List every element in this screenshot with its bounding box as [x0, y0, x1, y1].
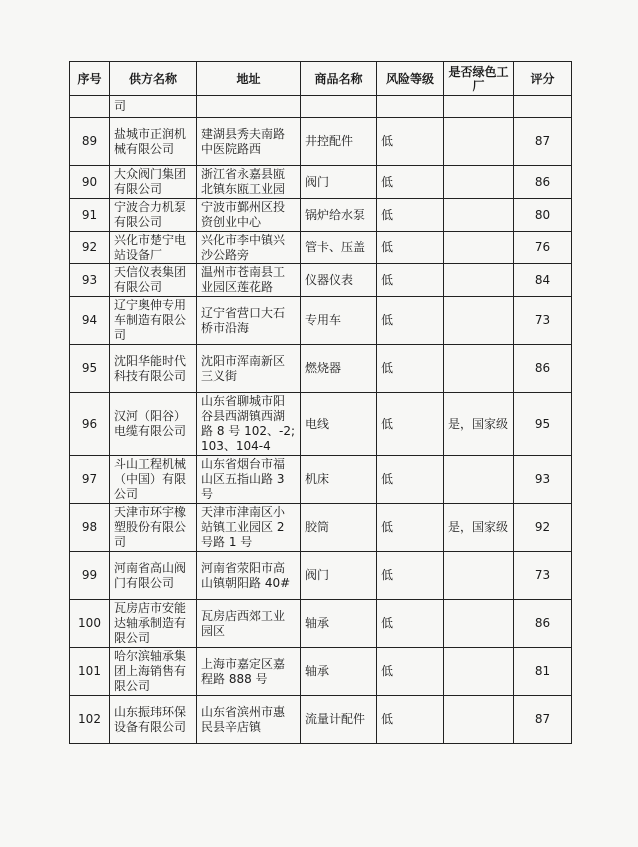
header-risk: 风险等级	[377, 62, 444, 96]
cell-risk: 低	[377, 166, 444, 199]
cell-product: 阀门	[301, 552, 377, 600]
cell-product: 阀门	[301, 166, 377, 199]
cell-name: 哈尔滨轴承集团上海销售有限公司	[110, 648, 197, 696]
table-row	[70, 345, 572, 393]
cell-product: 专用车	[301, 297, 377, 345]
cell-score: 92	[514, 504, 572, 552]
table-row	[70, 456, 572, 504]
cell-green: 是，国家级	[444, 504, 514, 552]
cell-score: 95	[514, 393, 572, 456]
cell-product: 电线	[301, 393, 377, 456]
table-row	[70, 199, 572, 232]
cell-address: 山东省聊城市阳谷县西湖镇西湖路 8 号 102、-2;103、104-4	[197, 393, 301, 456]
cell-risk: 低	[377, 232, 444, 264]
cell-product: 轴承	[301, 648, 377, 696]
cell-name: 天信仪表集团有限公司	[110, 264, 197, 297]
cell-no: 94	[70, 297, 110, 345]
cell-name: 司	[110, 96, 197, 118]
cell-green: 是，国家级	[444, 393, 514, 456]
table-row	[70, 600, 572, 648]
cell-risk: 低	[377, 696, 444, 744]
cell-product: 流量计配件	[301, 696, 377, 744]
cell-score: 80	[514, 199, 572, 232]
cell-score: 86	[514, 600, 572, 648]
cell-product	[301, 96, 377, 118]
cell-name: 盐城市正润机械有限公司	[110, 118, 197, 166]
cell-address: 温州市苍南县工业园区莲花路	[197, 264, 301, 297]
cell-address: 山东省烟台市福山区五指山路 3 号	[197, 456, 301, 504]
cell-name: 汉河（阳谷）电缆有限公司	[110, 393, 197, 456]
cell-no	[70, 96, 110, 118]
header-product: 商品名称	[301, 62, 377, 96]
cell-no: 89	[70, 118, 110, 166]
cell-product: 仪器仪表	[301, 264, 377, 297]
cell-score	[514, 96, 572, 118]
cell-no: 97	[70, 456, 110, 504]
cell-no: 93	[70, 264, 110, 297]
cell-address: 浙江省永嘉县瓯北镇东瓯工业园	[197, 166, 301, 199]
cell-no: 99	[70, 552, 110, 600]
cell-green	[444, 96, 514, 118]
cell-risk: 低	[377, 118, 444, 166]
cell-score: 87	[514, 118, 572, 166]
cell-risk: 低	[377, 297, 444, 345]
cell-address: 天津市津南区小站镇工业园区 2 号路 1 号	[197, 504, 301, 552]
cell-product: 燃烧器	[301, 345, 377, 393]
table-row	[70, 96, 572, 118]
cell-address: 建湖县秀夫南路中医院路西	[197, 118, 301, 166]
cell-name: 大众阀门集团有限公司	[110, 166, 197, 199]
table-row	[70, 118, 572, 166]
cell-no: 102	[70, 696, 110, 744]
cell-address: 山东省滨州市惠民县辛店镇	[197, 696, 301, 744]
cell-product: 轴承	[301, 600, 377, 648]
cell-green	[444, 232, 514, 264]
cell-name: 河南省高山阀门有限公司	[110, 552, 197, 600]
cell-product: 胶筒	[301, 504, 377, 552]
cell-risk: 低	[377, 345, 444, 393]
cell-green	[444, 264, 514, 297]
cell-name: 辽宁奥伸专用车制造有限公司	[110, 297, 197, 345]
table-row	[70, 232, 572, 264]
cell-risk: 低	[377, 648, 444, 696]
cell-address: 辽宁省营口大石桥市沿海	[197, 297, 301, 345]
cell-risk	[377, 96, 444, 118]
cell-name: 兴化市楚宁电站设备厂	[110, 232, 197, 264]
cell-no: 90	[70, 166, 110, 199]
cell-name: 宁波合力机泵有限公司	[110, 199, 197, 232]
table-row	[70, 393, 572, 456]
cell-address: 兴化市李中镇兴沙公路旁	[197, 232, 301, 264]
cell-score: 86	[514, 345, 572, 393]
cell-product: 井控配件	[301, 118, 377, 166]
cell-address: 宁波市鄞州区投资创业中心	[197, 199, 301, 232]
cell-name: 斗山工程机械（中国）有限公司	[110, 456, 197, 504]
cell-no: 100	[70, 600, 110, 648]
cell-no: 96	[70, 393, 110, 456]
cell-risk: 低	[377, 199, 444, 232]
cell-green	[444, 456, 514, 504]
header-address: 地址	[197, 62, 301, 96]
header-name: 供方名称	[110, 62, 197, 96]
table-row	[70, 696, 572, 744]
cell-name: 天津市环宇橡塑股份有限公司	[110, 504, 197, 552]
cell-green	[444, 552, 514, 600]
cell-name: 沈阳华能时代科技有限公司	[110, 345, 197, 393]
cell-address	[197, 96, 301, 118]
table-row	[70, 166, 572, 199]
cell-product: 管卡、压盖	[301, 232, 377, 264]
cell-green	[444, 199, 514, 232]
table-row	[70, 648, 572, 696]
cell-green	[444, 648, 514, 696]
cell-score: 73	[514, 552, 572, 600]
cell-green	[444, 345, 514, 393]
cell-risk: 低	[377, 456, 444, 504]
cell-name: 瓦房店市安能达轴承制造有限公司	[110, 600, 197, 648]
cell-green	[444, 600, 514, 648]
table-header-row	[70, 62, 572, 96]
table-row	[70, 297, 572, 345]
cell-address: 沈阳市浑南新区三义街	[197, 345, 301, 393]
header-no: 序号	[70, 62, 110, 96]
cell-no: 95	[70, 345, 110, 393]
cell-risk: 低	[377, 552, 444, 600]
cell-product: 机床	[301, 456, 377, 504]
cell-address: 上海市嘉定区嘉程路 888 号	[197, 648, 301, 696]
cell-green	[444, 696, 514, 744]
cell-address: 瓦房店西郊工业园区	[197, 600, 301, 648]
cell-score: 86	[514, 166, 572, 199]
cell-green	[444, 118, 514, 166]
table-body	[70, 96, 572, 744]
cell-no: 98	[70, 504, 110, 552]
supplier-table	[69, 61, 572, 744]
cell-score: 87	[514, 696, 572, 744]
cell-green	[444, 166, 514, 199]
table-row	[70, 552, 572, 600]
cell-no: 91	[70, 199, 110, 232]
table-row	[70, 264, 572, 297]
cell-product: 锅炉给水泵	[301, 199, 377, 232]
cell-risk: 低	[377, 393, 444, 456]
cell-score: 93	[514, 456, 572, 504]
cell-name: 山东振玮环保设备有限公司	[110, 696, 197, 744]
cell-risk: 低	[377, 264, 444, 297]
cell-score: 76	[514, 232, 572, 264]
cell-risk: 低	[377, 600, 444, 648]
cell-no: 92	[70, 232, 110, 264]
cell-risk: 低	[377, 504, 444, 552]
cell-score: 81	[514, 648, 572, 696]
cell-score: 73	[514, 297, 572, 345]
cell-green	[444, 297, 514, 345]
table-row	[70, 504, 572, 552]
cell-address: 河南省荥阳市高山镇朝阳路 40#	[197, 552, 301, 600]
cell-score: 84	[514, 264, 572, 297]
header-score: 评分	[514, 62, 572, 96]
cell-no: 101	[70, 648, 110, 696]
header-green: 是否绿色工厂	[444, 62, 514, 96]
